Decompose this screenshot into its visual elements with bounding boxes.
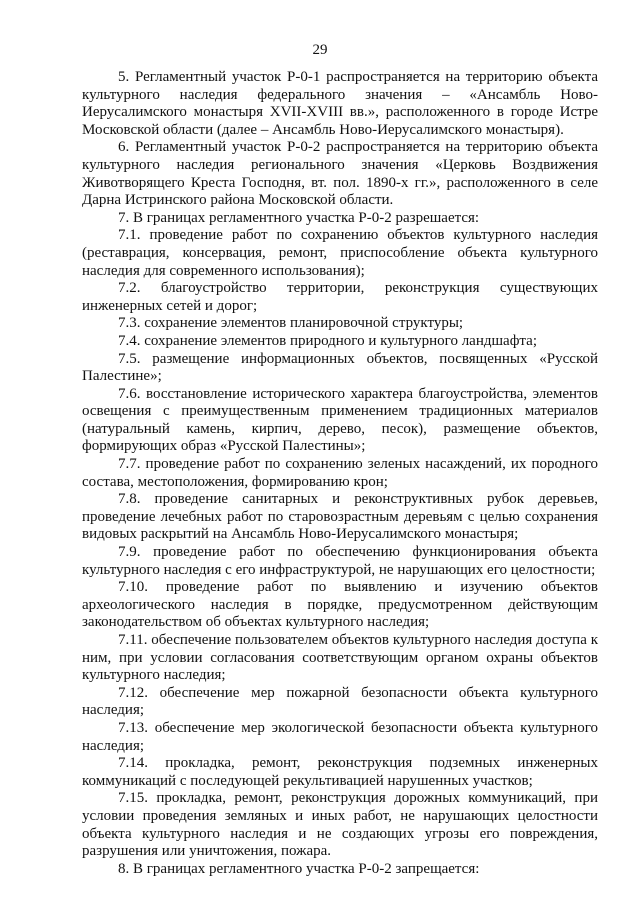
paragraph-7-5: 7.5. размещение информационных объектов, посвященных «Русской Палестине»; <box>82 350 598 385</box>
paragraph-7-1: 7.1. проведение работ по сохранению объектов культурного наследия (реставрация, консервация, ремонт, приспособление объекта культурного наследия для современного использования); <box>82 227 598 279</box>
paragraph-7-12: 7.12. обеспечение мер пожарной безопасности объекта культурного наследия; <box>82 684 598 719</box>
paragraph-6: 6. Регламентный участок Р-0-2 распространяется на территорию объекта культурного наследия регионального значения «Церковь Воздвижения Животворящего Креста Господня, вт. пол. 1890-х гг.», расположенного в селе Дарна Истринского района Московской области. <box>82 139 598 209</box>
paragraph-7-10: 7.10. проведение работ по выявлению и изучению объектов археологического наследия в порядке, предусмотренном действующим законодательством об объектах культурного наследия; <box>82 579 598 631</box>
paragraph-7-3: 7.3. сохранение элементов планировочной структуры; <box>118 315 464 332</box>
paragraph-7-4: 7.4. сохранение элементов природного и культурного ландшафта; <box>118 332 537 349</box>
paragraph-7-11: 7.11. обеспечение пользователем объектов культурного наследия доступа к ним, при условии согласования соответствующим органом охраны объектов культурного наследия; <box>82 632 598 684</box>
paragraph-8: 8. В границах регламентного участка Р-0-2 запрещается: <box>118 860 480 877</box>
document-body <box>82 69 598 878</box>
paragraph-7-14: 7.14. прокладка, ремонт, реконструкция подземных инженерных коммуникаций с последующей рекультивацией нарушенных участков; <box>82 755 598 789</box>
paragraph-5: 5. Регламентный участок Р-0-1 распространяется на территорию объекта культурного наследия федерального значения – «Ансамбль Ново-Иерусалимского монастыря XVII-XVIII вв.», расположенного в городе Истре Московской области (далее – Ансамбль Ново-Иерусалимского монастыря). <box>82 69 598 138</box>
paragraph-7-8: 7.8. проведение санитарных и реконструктивных рубок деревьев, проведение лечебных работ по старовозрастным деревьям с целью сохранения видовых раскрытий на Ансамбль Ново-Иерусалимского монастыря; <box>82 491 598 543</box>
page-number: 29 <box>312 42 328 58</box>
paragraph-7-9: 7.9. проведение работ по обеспечению функционирования объекта культурного наследия с его инфраструктурой, не нарушающих его целостности; <box>82 544 598 578</box>
paragraph-7: 7. В границах регламентного участка Р-0-2 разрешается: <box>118 209 480 226</box>
paragraph-7-15: 7.15. прокладка, ремонт, реконструкция дорожных коммуникаций, при условии проведения земляных и иных работ, не нарушающих целостности объекта культурного наследия и не создающих угрозы его повреждения, разрушения или уничтожения, пожара. <box>82 790 598 860</box>
paragraph-7-2: 7.2. благоустройство территории, реконструкция существующих инженерных сетей и дорог; <box>82 280 598 314</box>
paragraph-7-13: 7.13. обеспечение мер экологической безопасности объекта культурного наследия; <box>82 719 598 754</box>
paragraph-7-7: 7.7. проведение работ по сохранению зеленых насаждений, их породного состава, местоположения, формированию крон; <box>82 456 598 490</box>
paragraph-7-6: 7.6. восстановление исторического характера благоустройства, элементов освещения с преимущественным применением традиционных материалов (натуральный камень, кирпич, дерево, песок), размещение объектов, формирующих образ «Русской Палестины»; <box>82 385 598 455</box>
